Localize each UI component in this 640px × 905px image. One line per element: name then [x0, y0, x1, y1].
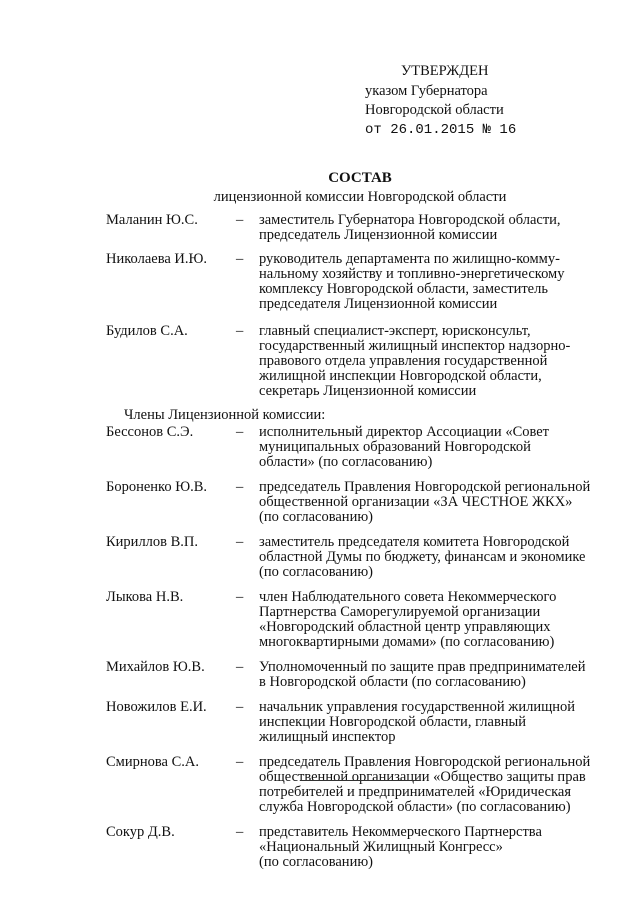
commission-entry [106, 590, 611, 650]
dash-separator: – [236, 534, 244, 550]
document-subtitle: лицензионной комиссии Новгородской области [213, 189, 507, 205]
dash-separator: – [236, 424, 244, 440]
members-list [106, 425, 611, 870]
member-name: Маланин Ю.С. [106, 212, 198, 228]
commission-entry [106, 755, 611, 815]
member-name: Бороненко Ю.В. [106, 479, 208, 495]
document-heading [0, 168, 640, 207]
member-name: Михайлов Ю.В. [106, 659, 205, 675]
member-name: Бессонов С.Э. [106, 424, 194, 440]
member-name: Лыкова Н.В. [106, 589, 184, 605]
member-role: начальник управления государственной жилищной инспекции Новгородской области, главный жилищный инспектор [259, 699, 576, 745]
approval-line-1: указом Губернатора [365, 82, 488, 99]
commission-entry [106, 213, 611, 243]
approval-block [365, 62, 516, 140]
members-heading: Члены Лицензионной комиссии: [124, 407, 326, 423]
dash-separator: – [236, 479, 244, 495]
commission-entry [106, 700, 611, 745]
dash-separator: – [236, 212, 244, 228]
member-name: Николаева И.Ю. [106, 251, 208, 267]
commission-entry [106, 480, 611, 525]
approval-date: от 26.01.2015 № 16 [365, 121, 517, 138]
commission-list [106, 213, 611, 870]
member-role: исполнительный директор Ассоциации «Совет муниципальных образований Новгородской области» (по согласованию) [259, 424, 550, 470]
document-title: СОСТАВ [328, 170, 392, 186]
member-role: руководитель департамента по жилищно-комму- нальному хозяйству и топливно-энергетическому комплексу Новгородской области, заместитель председателя Лицензионной комиссии [259, 251, 565, 312]
dash-separator: – [236, 754, 244, 770]
commission-entry [106, 324, 611, 399]
dash-separator: – [236, 699, 244, 715]
commission-entry [106, 535, 611, 580]
end-divider [300, 780, 420, 781]
commission-entry [106, 825, 611, 870]
member-name: Будилов С.А. [106, 323, 188, 339]
member-name: Новожилов Е.И. [106, 699, 207, 715]
member-role: главный специалист-эксперт, юрисконсульт, государственный жилищный инспектор надзорно- правового отдела управления государственной жилищной инспекции Новгородской области, секретарь Лицензионной комиссии [259, 323, 571, 399]
commission-entry [106, 660, 611, 690]
approval-line-2: Новгородской области [365, 102, 504, 118]
member-role: член Наблюдательного совета Некоммерческого Партнерства Саморегулируемой организации «Новгородский областной центр управляющих многоквартирными домами» (по согласованию) [259, 589, 557, 650]
commission-entry [106, 425, 611, 470]
member-name: Смирнова С.А. [106, 754, 199, 770]
member-role: Уполномоченный по защите прав предпринимателей в Новгородской области (по согласованию) [259, 659, 586, 690]
dash-separator: – [236, 589, 244, 605]
member-role: представитель Некоммерческого Партнерства «Национальный Жилищный Конгресс» (по согласованию) [259, 824, 542, 870]
member-role: заместитель Губернатора Новгородской области, председатель Лицензионной комиссии [259, 212, 561, 243]
leadership-list [106, 213, 611, 399]
dash-separator: – [236, 323, 244, 339]
dash-separator: – [236, 251, 244, 267]
approval-title: УТВЕРЖДЕН [401, 63, 489, 79]
member-role: председатель Правления Новгородской региональной общественной организации «ЗА ЧЕСТНОЕ ЖКХ» (по согласованию) [259, 479, 591, 525]
member-name: Сокур Д.В. [106, 824, 175, 840]
dash-separator: – [236, 659, 244, 675]
dash-separator: – [236, 824, 244, 840]
member-role: заместитель председателя комитета Новгородской областной Думы по бюджету, финансам и экономике (по согласованию) [259, 534, 586, 580]
member-name: Кириллов В.П. [106, 534, 199, 550]
member-role: председатель Правления Новгородской региональной общественной организации «Общество защиты прав потребителей и предпринимателей «Юридическая служба Новгородской области» (по согласованию) [259, 754, 591, 815]
commission-entry [106, 252, 611, 312]
